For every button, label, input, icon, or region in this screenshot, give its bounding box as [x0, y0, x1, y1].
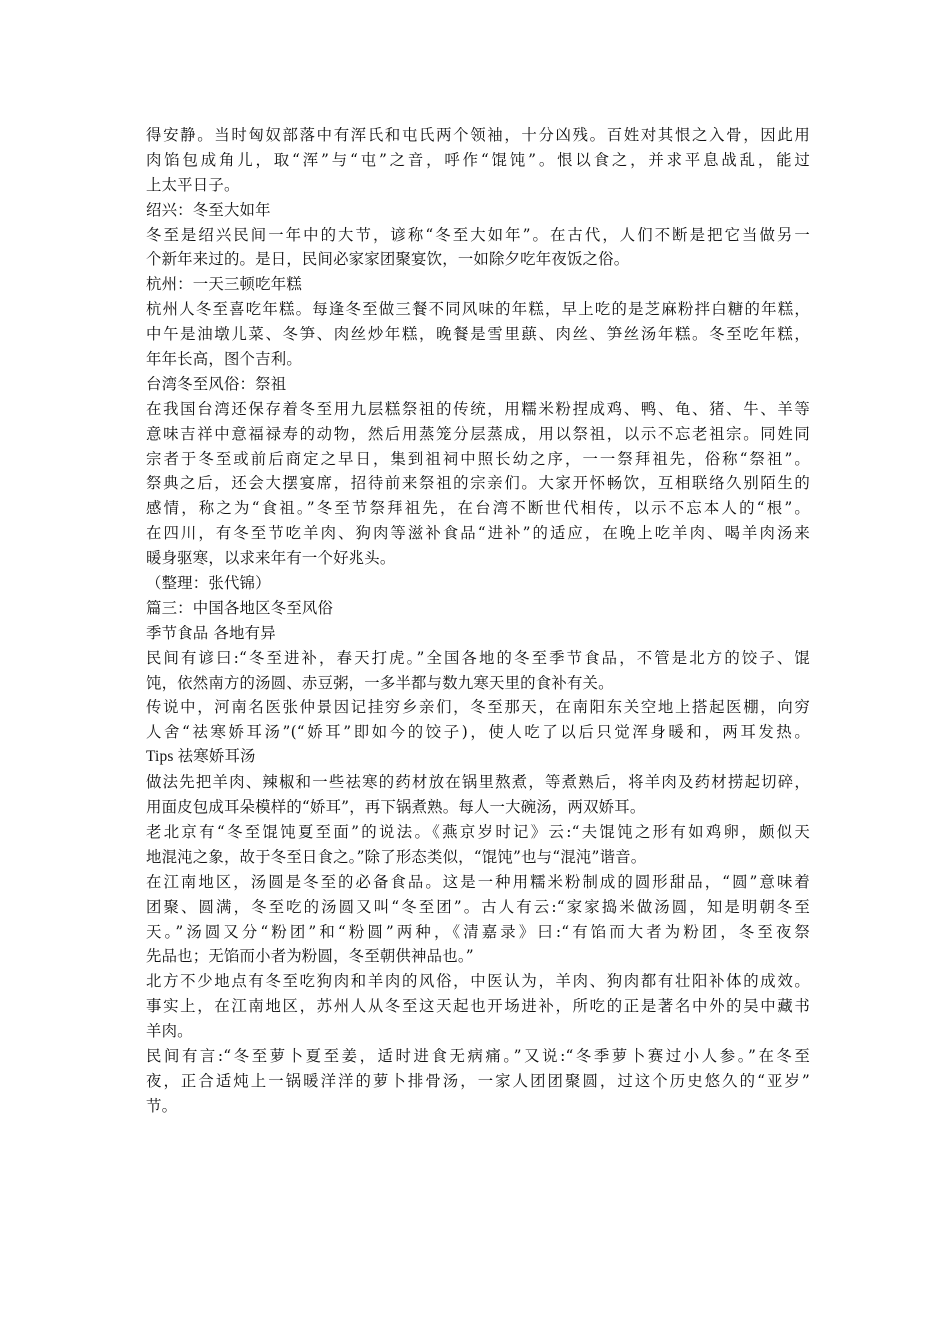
text-line: 在四川，有冬至节吃羊肉、狗肉等滋补食品“进补”的适应，在晚上吃羊肉、喝羊肉汤来: [146, 524, 810, 543]
text-line: 暖身驱寒，以求来年有一个好兆头。: [146, 549, 396, 568]
text-line: 绍兴：冬至大如年: [146, 200, 271, 219]
text-line: 传说中，河南名医张仲景因记挂穷乡亲们，冬至那天，在南阳东关空地上搭起医棚，向穷: [146, 698, 810, 717]
text-line: 事实上，在江南地区，苏州人从冬至这天起也开场进补，所吃的正是著名中外的吴中藏书: [146, 997, 810, 1016]
text-line: 个新年来过的。是日，民间必家家团聚宴饮，一如除夕吃年夜饭之俗。: [146, 250, 630, 269]
text-line: 团聚、圆满，冬至吃的汤圆又叫“冬至团”。古人有云:“家家捣米做汤圆，知是明朝冬至: [146, 897, 810, 916]
text-line: 意味吉祥中意福禄寿的动物，然后用蒸笼分层蒸成，用以祭祖，以示不忘老祖宗。同姓同: [146, 424, 810, 443]
text-line: 夜，正合适炖上一锅暖洋洋的萝卜排骨汤，一家人团团聚圆，过这个历史悠久的“亚岁”: [146, 1071, 810, 1090]
text-line: 民间有谚曰:“冬至进补，春天打虎。”全国各地的冬至季节食品，不管是北方的饺子、馄: [146, 648, 810, 667]
text-line: 季节食品 各地有异: [146, 623, 276, 642]
text-line: 冬至是绍兴民间一年中的大节，谚称“冬至大如年”。在古代，人们不断是把它当做另一: [146, 225, 810, 244]
text-line: 民间有言:“冬至萝卜夏至姜，适时进食无病痛。”又说:“冬季萝卜赛过小人参。”在冬至: [146, 1046, 810, 1065]
text-line: 台湾冬至风俗：祭祖: [146, 374, 287, 393]
text-line: 年年长高，图个吉利。: [146, 350, 302, 369]
text-line: 杭州人冬至喜吃年糕。每逢冬至做三餐不同风味的年糕，早上吃的是芝麻粉拌白糖的年糕，: [146, 300, 810, 319]
text-line: 篇三：中国各地区冬至风俗: [146, 598, 334, 617]
text-line: 上太平日子。: [146, 175, 240, 194]
text-line: 用面皮包成耳朵模样的“娇耳”，再下锅煮熟。每人一大碗汤，两双娇耳。: [146, 798, 646, 817]
text-line: 节。: [146, 1096, 178, 1115]
text-line: 在江南地区，汤圆是冬至的必备食品。这是一种用糯米粉制成的圆形甜品，“圆”意味着: [146, 872, 810, 891]
text-line: 感情，称之为“食祖。”冬至节祭拜祖先，在台湾不断世代相传，以示不忘本人的“根”。: [146, 499, 810, 518]
text-line: 中午是油墩儿菜、冬笋、肉丝炒年糕，晚餐是雪里蕻、肉丝、笋丝汤年糕。冬至吃年糕，: [146, 325, 810, 344]
text-line: 饨，依然南方的汤圆、赤豆粥，一多半都与数九寒天里的食补有关。: [146, 673, 614, 692]
text-line: Tips 祛寒娇耳汤: [146, 748, 256, 766]
text-line: 在我国台湾还保存着冬至用九层糕祭祖的传统，用糯米粉捏成鸡、鸭、龟、猪、牛、羊等: [146, 399, 810, 418]
document-page: [146, 123, 810, 1119]
text-line: 人舍“祛寒娇耳汤”(“娇耳”即如今的饺子)，使人吃了以后只觉浑身暖和，两耳发热。: [146, 723, 810, 742]
text-line: 杭州：一天三顿吃年糕: [146, 275, 302, 294]
text-line: 得安静。当时匈奴部落中有浑氏和屯氏两个领袖，十分凶残。百姓对其恨之入骨，因此用: [146, 126, 810, 144]
text-line: 北方不少地点有冬至吃狗肉和羊肉的风俗，中医认为，羊肉、狗肉都有壮阳补体的成效。: [146, 972, 810, 991]
text-line: 老北京有“冬至馄饨夏至面”的说法。《燕京岁时记》云:“夫馄饨之形有如鸡卵，颇似天: [146, 822, 810, 841]
text-line: 天。”汤圆又分“粉团”和“粉圆”两种，《清嘉录》曰:“有馅而大者为粉团，冬至夜祭: [146, 922, 810, 941]
text-line: 羊肉。: [146, 1022, 193, 1041]
text-line: （整理：张代锦）: [146, 574, 271, 593]
text-line: 宗者于冬至或前后商定之早日，集到祖祠中照长幼之序，一一祭拜祖先，俗称“祭祖”。: [146, 449, 810, 468]
text-line: 做法先把羊肉、辣椒和一些祛寒的药材放在锅里熬煮，等煮熟后，将羊肉及药材捞起切碎，: [146, 773, 810, 792]
text-line: 祭典之后，还会大摆宴席，招待前来祭祖的宗亲们。大家开怀畅饮，互相联络久别陌生的: [146, 474, 810, 493]
text-line: 肉馅包成角儿，取“浑”与“屯”之音，呼作“馄饨”。恨以食之，并求平息战乱，能过: [146, 150, 810, 169]
text-line: 先品也；无馅而小者为粉圆，冬至朝供神品也。”: [146, 947, 474, 966]
text-line: 地混沌之象，故于冬至日食之。”除了形态类似，“馄饨”也与“混沌”谐音。: [146, 847, 647, 866]
